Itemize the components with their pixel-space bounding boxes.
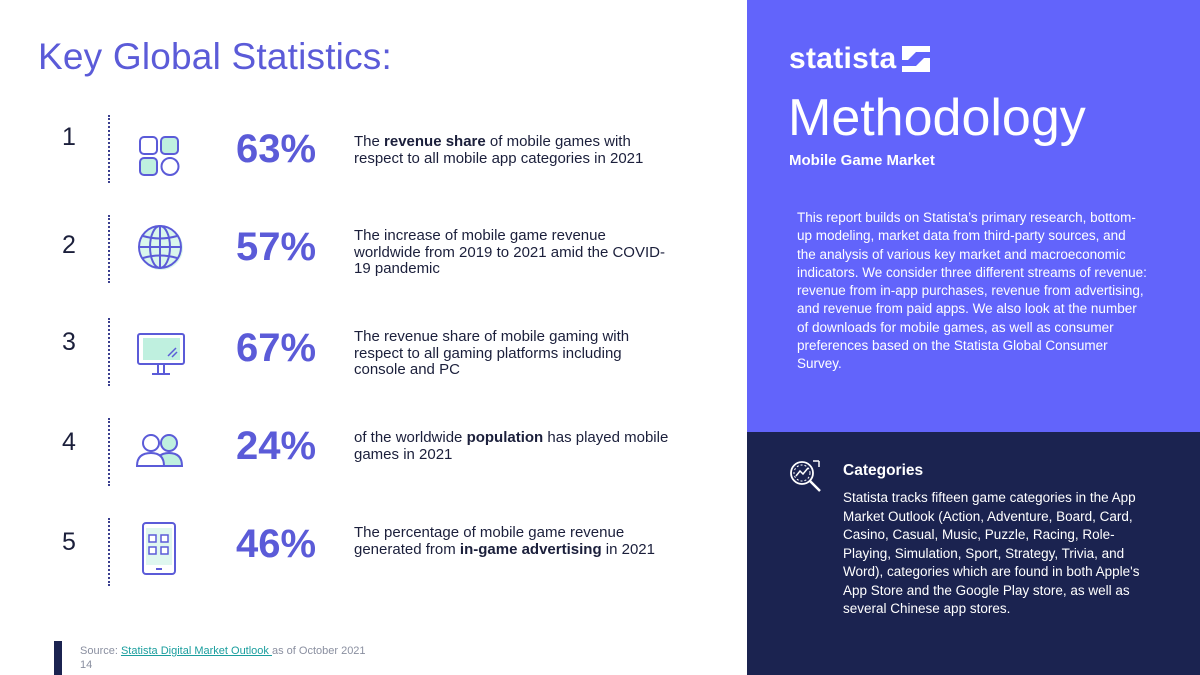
app-categories-icon	[132, 123, 188, 179]
stat-row	[0, 115, 747, 187]
stat-description: The increase of mobile game revenue worldwide from 2019 to 2021 amid the COVID-19 pandemic	[354, 227, 665, 277]
dotted-divider	[108, 518, 110, 586]
categories-panel	[747, 432, 1200, 675]
smartphone-icon	[132, 520, 188, 576]
methodology-panel	[747, 0, 1200, 432]
dotted-divider	[108, 418, 110, 486]
categories-body: Statista tracks fifteen game categories in the App Market Outlook (Action, Adventure, Board, Card, Casino, Casual, Music, Puzzle, Racing, Role-Playing, Simulation, Sport, Strategy, Trivia, and Word), categories which are found in both Apple's App Store and the Google Play store, as well as several Chinese app stores.	[843, 490, 1140, 616]
methodology-body: This report builds on Statista’s primary research, bottom-up modeling, market data from third-party sources, and the analysis of various key market and macroeconomic indicators. We consider three different streams of revenue: revenue from in-app purchases, revenue from advertising, and revenue from paid apps. We also look at the number of downloads for mobile games, as well as consumer preferences based on the Statista Global Consumer Survey.	[797, 210, 1147, 372]
dotted-divider	[108, 318, 110, 386]
brand-wordmark: statista	[789, 42, 897, 75]
stat-number: 2	[62, 231, 76, 259]
methodology-title: Methodology	[788, 89, 1086, 147]
stat-value: 46%	[236, 522, 317, 566]
stat-row	[0, 518, 747, 590]
stat-value: 63%	[236, 127, 317, 171]
page-title: Key Global Statistics:	[38, 36, 392, 77]
globe-icon	[132, 219, 188, 275]
stat-value: 57%	[236, 225, 317, 269]
categories-title: Categories	[843, 462, 924, 479]
stat-row	[0, 318, 747, 390]
people-icon	[132, 424, 188, 480]
statista-mark-icon	[902, 46, 930, 72]
stat-number: 3	[62, 328, 76, 356]
methodology-subtitle: Mobile Game Market	[789, 152, 935, 169]
monitor-icon	[132, 326, 188, 382]
stat-description: of the worldwide population has played mobile games in 2021	[354, 429, 669, 463]
stat-row	[0, 418, 747, 490]
source-note: Source: Statista Digital Market Outlook as of October 2021	[80, 645, 366, 657]
stat-description: The revenue share of mobile gaming with respect to all gaming platforms including console and PC	[354, 328, 630, 378]
stat-number: 5	[62, 528, 76, 556]
stat-description: The revenue share of mobile games with respect to all mobile app categories in 2021	[354, 133, 644, 167]
source-link[interactable]: Statista Digital Market Outlook	[120, 645, 272, 657]
magnifier-chart-icon	[787, 458, 823, 494]
stat-description: The percentage of mobile game revenue generated from in-game advertising in 2021	[354, 524, 655, 558]
stat-number: 4	[62, 428, 76, 456]
page-number: 14	[80, 659, 93, 671]
stat-value: 24%	[236, 424, 317, 468]
source-accent-bar	[54, 641, 62, 675]
stat-number: 1	[62, 123, 76, 151]
dotted-divider	[108, 115, 110, 183]
statista-logo	[789, 42, 930, 76]
stat-row	[0, 215, 747, 287]
stat-value: 67%	[236, 326, 317, 370]
dotted-divider	[108, 215, 110, 283]
